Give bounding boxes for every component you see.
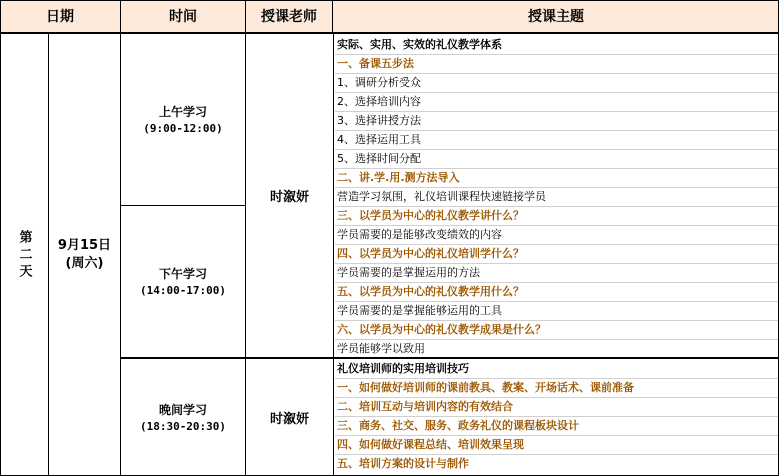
teacher-evening: 时溆妍 <box>269 412 309 427</box>
date-text: 9月15日 <box>57 238 112 253</box>
topic-line: 六、以学员为中心的礼仪教学成果是什么？ <box>335 321 779 340</box>
session-name: 上午学习 <box>158 104 207 119</box>
header-date: 日期 <box>0 0 121 34</box>
session-evening <box>121 359 245 476</box>
topic-line: 四、以学员为中心的礼仪培训学什么？ <box>335 245 779 264</box>
topic-line: 学员需要的是能够改变绩效的内容 <box>335 226 779 245</box>
header-topic: 授课主题 <box>333 0 779 34</box>
topic-line: 二、培训互动与培训内容的有效结合 <box>335 398 779 417</box>
topic-line: 五、以学员为中心的礼仪教学用什么？ <box>335 283 779 302</box>
topic-line: 礼仪培训师的实用培训技巧 <box>335 360 779 379</box>
topic-line: 二、讲.学.用.测方法导入 <box>335 169 779 188</box>
session-morning <box>121 34 245 205</box>
topic-line: 三、以学员为中心的礼仪教学讲什么？ <box>335 207 779 226</box>
topic-line: 四、如何做好课程总结、培训效果呈现 <box>335 436 779 455</box>
topic-line: 一、如何做好培训师的课前教具、教案、开场话术、课前准备 <box>335 379 779 398</box>
session-time: (9:00-12:00) <box>143 121 223 135</box>
topic-line: 学员能够学以致用 <box>337 342 425 355</box>
topic-line: 学员需要的是掌握能够运用的工具 <box>335 302 779 321</box>
topic-line: 一、备课五步法 <box>335 55 779 74</box>
weekday-text: (周六) <box>65 256 104 271</box>
topic-line: 五、培训方案的设计与制作 <box>337 457 469 470</box>
topic-line: 学员需要的是掌握运用的方法 <box>335 264 779 283</box>
grid-line <box>333 34 334 476</box>
topic-line: 5、选择时间分配 <box>335 150 779 169</box>
topic-line: 4、选择运用工具 <box>335 131 779 150</box>
topic-line: 三、商务、社交、服务、政务礼仪的课程板块设计 <box>335 417 779 436</box>
topic-line: 实际、实用、实效的礼仪教学体系 <box>335 36 779 55</box>
date-cell <box>49 34 120 476</box>
topic-line: 营造学习氛围，礼仪培训课程快速链接学员 <box>335 188 779 207</box>
session-name: 下午学习 <box>158 266 207 281</box>
topic-line: 3、选择讲授方法 <box>335 112 779 131</box>
header-teacher: 授课老师 <box>246 0 333 34</box>
day-text: 第二天 <box>16 229 32 281</box>
topic-line: 2、选择培训内容 <box>335 93 779 112</box>
session-time: (18:30-20:30) <box>139 419 227 433</box>
session-afternoon <box>121 206 245 357</box>
session-time: (14:00-17:00) <box>139 283 227 297</box>
day-label <box>0 34 48 476</box>
header-time: 时间 <box>121 0 246 34</box>
session-name: 晚间学习 <box>158 402 207 417</box>
teacher-day: 时溆妍 <box>269 190 309 205</box>
topic-line: 1、调研分析受众 <box>335 74 779 93</box>
